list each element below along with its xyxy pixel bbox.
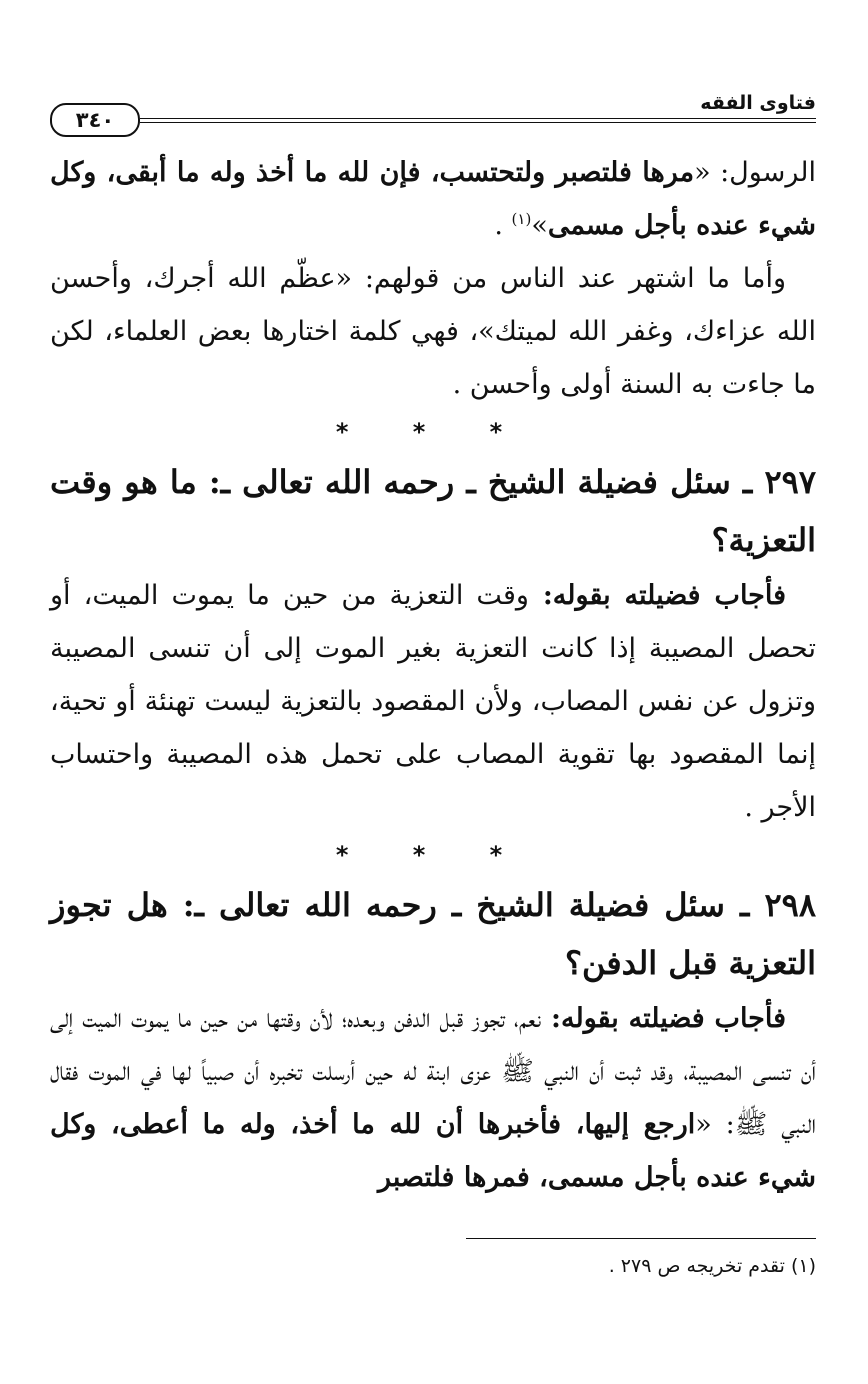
hadith-text: مرها فلتصبر ولتحتسب، فإن لله ما أخذ وله ما أبقى، وكل شيء عنده بأجل مسمى	[50, 157, 816, 241]
header-rule	[140, 118, 816, 123]
answer-297	[50, 569, 816, 834]
question-298: ٢٩٨ ـ سئل فضيلة الشيخ ـ رحمه الله تعالى ـ: هل تجوز التعزية قبل الدفن؟	[50, 886, 817, 982]
footnote-rule	[466, 1238, 816, 1239]
text-run: »	[531, 210, 548, 241]
hadith-text: ارجع إليها، فأخبرها أن لله ما أخذ، وله ما أعطى، وكل شيء عنده بأجل مسمى، فمرها فلتصبر	[50, 1109, 816, 1193]
question-297: ٢٩٧ ـ سئل فضيلة الشيخ ـ رحمه الله تعالى ـ: ما هو وقت التعزية؟	[50, 463, 816, 559]
answer-298	[50, 992, 816, 1204]
section-separator: * * *	[335, 418, 531, 446]
running-title: فتاوى الفقه	[700, 92, 816, 114]
paragraph-common-phrases: وأما ما اشتهر عند الناس من قولهم: «عظّم الله أجرك، وأحسن الله عزاءك، وغفر الله لميتك»، فهي كلمة اختارها بعض العلماء، لكن ما جاءت به السنة أولى وأحسن .	[50, 263, 816, 400]
page-header	[50, 90, 816, 130]
page-number-badge: ٣٤٠	[50, 103, 140, 137]
text-run: الرسول: «	[694, 157, 816, 188]
paragraph-hadith-quote	[50, 146, 816, 252]
text-run: .	[494, 210, 512, 241]
answer-text: وقت التعزية من حين ما يموت الميت، أو تحصل المصيبة إذا كانت التعزية بغير الموت إلى أن تنسى المصيبة وتزول عن نفس المصاب، ولأن المقصود بالتعزية ليست تهنئة أو تحية، إنما المقصود بها تقوية المصاب على تحمل هذه المصيبة واحتساب الأجر .	[50, 580, 816, 823]
page-content	[50, 146, 816, 1204]
footnote: (١) تقدم تخريجه ص ٢٧٩ .	[608, 1255, 816, 1277]
answer-text: نعم، تجوز قبل الدفن وبعده؛ لأن وقتها من حين ما يموت الميت إلى أن تنسى المصيبة، وقد ثبت أن النبي ﷺ عزى ابنة له حين أرسلت تخبره أن صبياً لها في الموت فقال النبي ﷺ: «	[50, 1003, 817, 1140]
book-page	[50, 90, 816, 1330]
answer-lead: فأجاب فضيلته بقوله:	[528, 580, 786, 611]
section-separator: * * *	[335, 841, 531, 869]
footnote-ref: (١)	[511, 210, 532, 228]
answer-lead: فأجاب فضيلته بقوله:	[541, 1003, 786, 1034]
